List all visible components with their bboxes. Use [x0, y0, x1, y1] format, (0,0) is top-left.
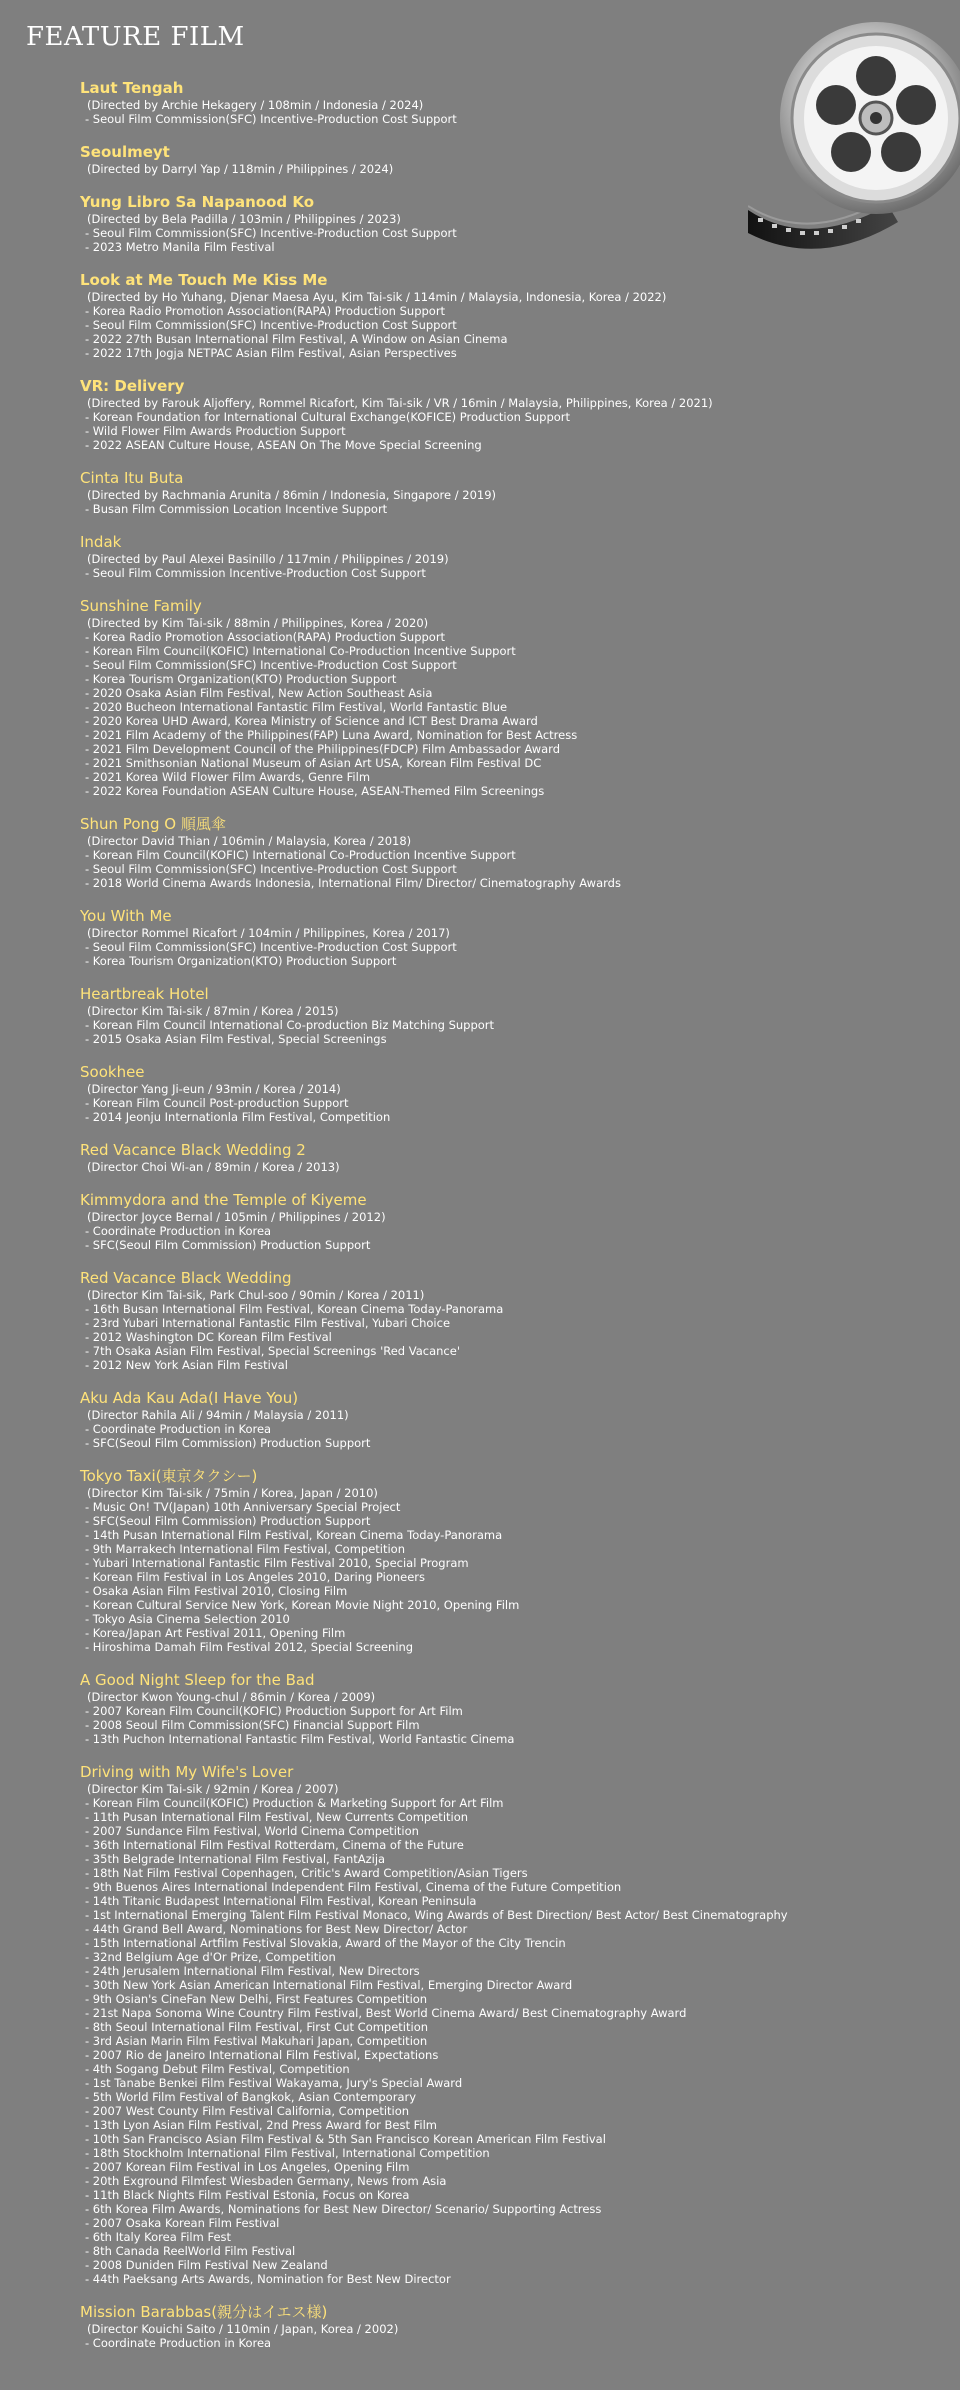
film-title: A Good Night Sleep for the Bad — [80, 1671, 315, 1689]
film-note: - Korea/Japan Art Festival 2011, Opening Film — [85, 1626, 346, 1640]
film-note: - Wild Flower Film Awards Production Support — [85, 424, 346, 438]
film-credit: (Directed by Bela Padilla / 103min / Philippines / 2023) — [87, 212, 401, 226]
film-note: - 14th Pusan International Film Festival, Korean Cinema Today-Panorama — [85, 1528, 503, 1542]
film-note: - 2022 27th Busan International Film Festival, A Window on Asian Cinema — [85, 332, 508, 346]
film-title: Shun Pong O 順風傘 — [80, 815, 226, 833]
film-credit: (Director David Thian / 106min / Malaysia, Korea / 2018) — [87, 834, 412, 848]
film-entry — [80, 1388, 940, 1450]
film-note: - Korean Film Council(KOFIC) Production & Marketing Support for Art Film — [85, 1796, 504, 1810]
film-notes-list — [80, 1500, 940, 1654]
film-note: - 9th Buenos Aires International Independent Film Festival, Cinema of the Future Competition — [85, 1880, 622, 1894]
film-note: - 1st Tanabe Benkei Film Festival Wakayama, Jury's Special Award — [85, 2076, 463, 2090]
film-note: - 4th Sogang Debut Film Festival, Competition — [85, 2062, 350, 2076]
film-title: Kimmydora and the Temple of Kiyeme — [80, 1191, 367, 1209]
film-note: - Coordinate Production in Korea — [85, 1422, 272, 1436]
film-credit: (Director Kwon Young-chul / 86min / Korea / 2009) — [87, 1690, 376, 1704]
film-credit: (Director Choi Wi-an / 89min / Korea / 2013) — [87, 1160, 340, 1174]
film-entry — [80, 1762, 940, 2286]
film-note: - 15th International Artfilm Festival Slovakia, Award of the Mayor of the City Trencin — [85, 1936, 566, 1950]
film-note: - Music On! TV(Japan) 10th Anniversary Special Project — [85, 1500, 401, 1514]
film-note: - Tokyo Asia Cinema Selection 2010 — [85, 1612, 290, 1626]
film-note: - 44th Paeksang Arts Awards, Nomination for Best New Director — [85, 2272, 451, 2286]
film-note: - Seoul Film Commission(SFC) Incentive-Production Cost Support — [85, 226, 457, 240]
film-entry — [80, 2302, 940, 2350]
film-note: - Korea Radio Promotion Association(RAPA) Production Support — [85, 630, 446, 644]
film-note: - 11th Pusan International Film Festival, New Currents Competition — [85, 1810, 469, 1824]
film-credit: (Director Joyce Bernal / 105min / Philippines / 2012) — [87, 1210, 386, 1224]
film-title: Sunshine Family — [80, 597, 202, 615]
film-note: - 44th Grand Bell Award, Nominations for Best New Director/ Actor — [85, 1922, 468, 1936]
film-notes-list — [80, 226, 940, 254]
film-note: - 2021 Film Academy of the Philippines(FAP) Luna Award, Nomination for Best Actress — [85, 728, 578, 742]
film-note: - 9th Marrakech International Film Festival, Competition — [85, 1542, 406, 1556]
film-notes-list — [80, 566, 940, 580]
film-note: - Coordinate Production in Korea — [85, 1224, 272, 1238]
film-note: - 13th Puchon International Fantastic Film Festival, World Fantastic Cinema — [85, 1732, 515, 1746]
film-note: - 2007 Korean Film Council(KOFIC) Production Support for Art Film — [85, 1704, 463, 1718]
film-note: - 2023 Metro Manila Film Festival — [85, 240, 275, 254]
film-credit: (Directed by Paul Alexei Basinillo / 117min / Philippines / 2019) — [87, 552, 449, 566]
film-note: - Busan Film Commission Location Incentive Support — [85, 502, 388, 516]
film-notes-list — [80, 1302, 940, 1372]
film-note: - 2012 New York Asian Film Festival — [85, 1358, 288, 1372]
film-note: - 6th Korea Film Awards, Nominations for Best New Director/ Scenario/ Supporting Actress — [85, 2202, 602, 2216]
film-notes-list — [80, 502, 940, 516]
film-note: - 8th Seoul International Film Festival, First Cut Competition — [85, 2020, 429, 2034]
film-note: - Korea Radio Promotion Association(RAPA) Production Support — [85, 304, 446, 318]
film-credit: (Directed by Darryl Yap / 118min / Philippines / 2024) — [87, 162, 394, 176]
film-entry — [80, 1140, 940, 1174]
film-note: - 23rd Yubari International Fantastic Film Festival, Yubari Choice — [85, 1316, 451, 1330]
film-title: Seoulmeyt — [80, 143, 170, 161]
film-notes-list — [80, 848, 940, 890]
film-note: - 2022 ASEAN Culture House, ASEAN On The Move Special Screening — [85, 438, 482, 452]
film-title: Aku Ada Kau Ada(I Have You) — [80, 1389, 299, 1407]
film-entry — [80, 1670, 940, 1746]
film-title: Red Vacance Black Wedding 2 — [80, 1141, 306, 1159]
film-note: - 2021 Film Development Council of the Philippines(FDCP) Film Ambassador Award — [85, 742, 560, 756]
film-note: - 2007 Osaka Korean Film Festival — [85, 2216, 280, 2230]
film-note: - Korean Film Council Post-production Support — [85, 1096, 349, 1110]
film-note: - Seoul Film Commission(SFC) Incentive-Production Cost Support — [85, 112, 457, 126]
film-credit: (Director Kim Tai-sik / 87min / Korea / 2015) — [87, 1004, 339, 1018]
film-note: - Korean Cultural Service New York, Korean Movie Night 2010, Opening Film — [85, 1598, 520, 1612]
film-note: - Seoul Film Commission(SFC) Incentive-Production Cost Support — [85, 940, 457, 954]
film-entry — [80, 270, 940, 360]
film-note: - 24th Jerusalem International Film Festival, New Directors — [85, 1964, 420, 1978]
film-note: - Osaka Asian Film Festival 2010, Closing Film — [85, 1584, 348, 1598]
film-credit: (Director Kim Tai-sik / 92min / Korea / 2007) — [87, 1782, 339, 1796]
film-credit: (Director Yang Ji-eun / 93min / Korea / 2014) — [87, 1082, 341, 1096]
film-credit: (Director Kim Tai-sik, Park Chul-soo / 90min / Korea / 2011) — [87, 1288, 425, 1302]
film-notes-list — [80, 1704, 940, 1746]
film-title: Sookhee — [80, 1063, 145, 1081]
film-entry — [80, 532, 940, 580]
film-title: Cinta Itu Buta — [80, 469, 184, 487]
film-title: VR: Delivery — [80, 377, 185, 395]
feature-film-list — [80, 78, 940, 2366]
film-note: - Seoul Film Commission(SFC) Incentive-Production Cost Support — [85, 862, 457, 876]
film-note: - 2020 Bucheon International Fantastic Film Festival, World Fantastic Blue — [85, 700, 508, 714]
film-entry — [80, 376, 940, 452]
film-note: - 2015 Osaka Asian Film Festival, Special Screenings — [85, 1032, 387, 1046]
film-credit: (Directed by Archie Hekagery / 108min / Indonesia / 2024) — [87, 98, 424, 112]
film-note: - 14th Titanic Budapest International Film Festival, Korean Peninsula — [85, 1894, 477, 1908]
film-title: Laut Tengah — [80, 79, 184, 97]
film-note: - Korean Film Council(KOFIC) International Co-Production Incentive Support — [85, 848, 516, 862]
film-notes-list — [80, 112, 940, 126]
film-note: - 3rd Asian Marin Film Festival Makuhari Japan, Competition — [85, 2034, 428, 2048]
film-note: - 2008 Seoul Film Commission(SFC) Financial Support Film — [85, 1718, 420, 1732]
film-note: - Korean Foundation for International Cultural Exchange(KOFICE) Production Support — [85, 410, 571, 424]
film-note: - 2020 Korea UHD Award, Korea Ministry of Science and ICT Best Drama Award — [85, 714, 538, 728]
film-note: - 2021 Smithsonian National Museum of Asian Art USA, Korean Film Festival DC — [85, 756, 542, 770]
film-notes-list — [80, 940, 940, 968]
film-entry — [80, 1268, 940, 1372]
film-title: Tokyo Taxi(東京タクシー) — [80, 1467, 258, 1485]
film-note: - SFC(Seoul Film Commission) Production Support — [85, 1514, 371, 1528]
film-note: - 2022 Korea Foundation ASEAN Culture House, ASEAN-Themed Film Screenings — [85, 784, 545, 798]
film-entry — [80, 984, 940, 1046]
film-note: - 8th Canada ReelWorld Film Festival — [85, 2244, 296, 2258]
film-note: - Korean Film Council(KOFIC) International Co-Production Incentive Support — [85, 644, 516, 658]
film-note: - Korean Film Festival in Los Angeles 2010, Daring Pioneers — [85, 1570, 426, 1584]
film-entry — [80, 78, 940, 126]
film-note: - 2007 Sundance Film Festival, World Cinema Competition — [85, 1824, 419, 1838]
film-note: - 2021 Korea Wild Flower Film Awards, Genre Film — [85, 770, 371, 784]
film-note: - 18th Stockholm International Film Festival, International Competition — [85, 2146, 490, 2160]
film-note: - SFC(Seoul Film Commission) Production Support — [85, 1238, 371, 1252]
film-entry — [80, 906, 940, 968]
film-entry — [80, 1062, 940, 1124]
film-notes-list — [80, 1018, 940, 1046]
film-note: - 16th Busan International Film Festival, Korean Cinema Today-Panorama — [85, 1302, 504, 1316]
film-note: - 11th Black Nights Film Festival Estonia, Focus on Korea — [85, 2188, 410, 2202]
film-note: - 2007 West County Film Festival California, Competition — [85, 2104, 410, 2118]
film-note: - 35th Belgrade International Film Festival, FantAzija — [85, 1852, 386, 1866]
film-note: - Hiroshima Damah Film Festival 2012, Special Screening — [85, 1640, 414, 1654]
film-notes-list — [80, 1422, 940, 1450]
film-note: - 2020 Osaka Asian Film Festival, New Action Southeast Asia — [85, 686, 433, 700]
film-entry — [80, 1190, 940, 1252]
film-note: - Seoul Film Commission(SFC) Incentive-Production Cost Support — [85, 658, 457, 672]
film-credit: (Directed by Kim Tai-sik / 88min / Philippines, Korea / 2020) — [87, 616, 429, 630]
film-note: - 21st Napa Sonoma Wine Country Film Festival, Best World Cinema Award/ Best Cinematography Award — [85, 2006, 687, 2020]
film-title: Look at Me Touch Me Kiss Me — [80, 271, 328, 289]
film-entry — [80, 1466, 940, 1654]
film-note: - Seoul Film Commission(SFC) Incentive-Production Cost Support — [85, 318, 457, 332]
film-note: - 2007 Rio de Janeiro International Film Festival, Expectations — [85, 2048, 439, 2062]
film-note: - 32nd Belgium Age d'Or Prize, Competition — [85, 1950, 336, 1964]
film-entry — [80, 468, 940, 516]
film-title: Driving with My Wife's Lover — [80, 1763, 294, 1781]
film-note: - SFC(Seoul Film Commission) Production Support — [85, 1436, 371, 1450]
film-note: - 2007 Korean Film Festival in Los Angeles, Opening Film — [85, 2160, 410, 2174]
film-credit: (Directed by Farouk Aljoffery, Rommel Ricafort, Kim Tai-sik / VR / 16min / Malaysia, Philippines, Korea / 2021) — [87, 396, 713, 410]
film-title: Mission Barabbas(親分はイエス様) — [80, 2303, 328, 2321]
film-credit: (Directed by Rachmania Arunita / 86min / Indonesia, Singapore / 2019) — [87, 488, 497, 502]
film-entry — [80, 192, 940, 254]
film-title: Indak — [80, 533, 122, 551]
film-note: - Seoul Film Commission Incentive-Production Cost Support — [85, 566, 426, 580]
film-credit: (Directed by Ho Yuhang, Djenar Maesa Ayu, Kim Tai-sik / 114min / Malaysia, Indonesia, Korea / 2022) — [87, 290, 667, 304]
film-note: - 7th Osaka Asian Film Festival, Special Screenings 'Red Vacance' — [85, 1344, 460, 1358]
film-credit: (Director Rommel Ricafort / 104min / Philippines, Korea / 2017) — [87, 926, 450, 940]
film-credit: (Director Kouichi Saito / 110min / Japan, Korea / 2002) — [87, 2322, 399, 2336]
film-notes-list — [80, 1796, 940, 2286]
film-note: - 2022 17th Jogja NETPAC Asian Film Festival, Asian Perspectives — [85, 346, 457, 360]
film-entry — [80, 142, 940, 176]
film-title: Red Vacance Black Wedding — [80, 1269, 292, 1287]
film-note: - 36th International Film Festival Rotterdam, Cinema of the Future — [85, 1838, 464, 1852]
film-note: - Coordinate Production in Korea — [85, 2336, 272, 2350]
film-notes-list — [80, 1224, 940, 1252]
film-note: - Korea Tourism Organization(KTO) Production Support — [85, 954, 397, 968]
film-note: - 2014 Jeonju Internationla Film Festival, Competition — [85, 1110, 391, 1124]
film-note: - 13th Lyon Asian Film Festival, 2nd Press Award for Best Film — [85, 2118, 437, 2132]
film-note: - 10th San Francisco Asian Film Festival & 5th San Francisco Korean American Film Festival — [85, 2132, 606, 2146]
film-notes-list — [80, 410, 940, 452]
film-note: - Yubari International Fantastic Film Festival 2010, Special Program — [85, 1556, 469, 1570]
film-credit: (Director Kim Tai-sik / 75min / Korea, Japan / 2010) — [87, 1486, 378, 1500]
film-note: - 5th World Film Festival of Bangkok, Asian Contemporary — [85, 2090, 417, 2104]
film-credit: (Director Rahila Ali / 94min / Malaysia / 2011) — [87, 1408, 349, 1422]
film-notes-list — [80, 304, 940, 360]
film-note: - 30th New York Asian American International Film Festival, Emerging Director Award — [85, 1978, 573, 1992]
film-note: - 1st International Emerging Talent Film Festival Monaco, Wing Awards of Best Direction/ Best Actor/ Best Cinematography — [85, 1908, 788, 1922]
film-title: You With Me — [80, 907, 172, 925]
film-note: - 2018 World Cinema Awards Indonesia, International Film/ Director/ Cinematography Awards — [85, 876, 621, 890]
film-title: Yung Libro Sa Napanood Ko — [80, 193, 315, 211]
film-notes-list — [80, 2336, 940, 2350]
film-notes-list — [80, 630, 940, 798]
film-note: - 6th Italy Korea Film Fest — [85, 2230, 232, 2244]
page-title: FEATURE FILM — [26, 22, 245, 52]
film-note: - 2012 Washington DC Korean Film Festival — [85, 1330, 332, 1344]
film-note: - 9th Osian's CineFan New Delhi, First Features Competition — [85, 1992, 428, 2006]
film-note: - Korea Tourism Organization(KTO) Production Support — [85, 672, 397, 686]
film-note: - 20th Exground Filmfest Wiesbaden Germany, News from Asia — [85, 2174, 447, 2188]
film-notes-list — [80, 1096, 940, 1124]
film-note: - 2008 Duniden Film Festival New Zealand — [85, 2258, 328, 2272]
film-entry — [80, 596, 940, 798]
film-entry — [80, 814, 940, 890]
film-title: Heartbreak Hotel — [80, 985, 209, 1003]
film-note: - Korean Film Council International Co-production Biz Matching Support — [85, 1018, 495, 1032]
film-note: - 18th Nat Film Festival Copenhagen, Critic's Award Competition/Asian Tigers — [85, 1866, 528, 1880]
